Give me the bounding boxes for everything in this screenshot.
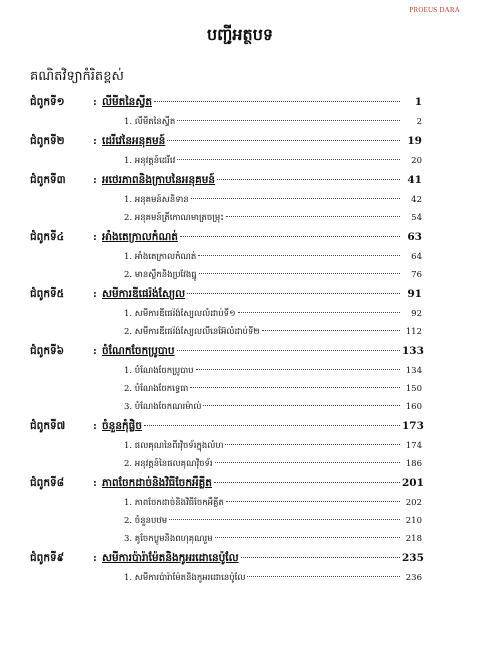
toc-chapter-row[interactable] [30, 288, 422, 309]
chapter-colon: : [93, 552, 97, 564]
page-number: 20 [411, 156, 422, 166]
chapter-title: ភាពចែកដាច់និងវិធីចែកអឺគ្លីត [102, 477, 212, 489]
dot-leader [190, 387, 400, 388]
toc-chapter-row[interactable] [30, 135, 422, 156]
chapter-title: សមីការប៉ារ៉ាម៉ែតនិងកូអរដោនេប៉ូលែ [102, 552, 239, 564]
toc-section-row[interactable] [30, 213, 422, 231]
dot-leader [199, 273, 400, 274]
dot-leader [238, 312, 400, 313]
page-number: 186 [405, 459, 422, 469]
dot-leader [169, 519, 400, 520]
section-title: 2. សមីការឌីផេរ៉ង់ស្យែលលីនេអ៊ែលំដាប់ទី២ [124, 327, 260, 337]
toc-section-row[interactable] [30, 309, 422, 327]
section-title: 2. បំណែងចែកទ្វេធា [124, 384, 189, 394]
dot-leader [154, 101, 400, 102]
toc-section-row[interactable] [30, 441, 422, 459]
section-title: 1. សមីការឌីផេរ៉ង់ស្យែលលំដាប់ទី១ [124, 309, 236, 319]
section-title: 1. ភាពចែកដាច់និងវិធីចែកអឺគ្លីត [124, 498, 224, 508]
page-number: 133 [402, 345, 424, 357]
section-title: 2. អនុវត្តន៍នៃផលគុណវ៉ិចទ័រ [124, 459, 213, 469]
watermark: PROEUS DARA [409, 6, 460, 14]
page-number: 2 [416, 117, 422, 127]
chapter-colon: : [93, 477, 97, 489]
page-number: 210 [405, 516, 422, 526]
chapter-colon: : [93, 96, 97, 108]
dot-leader [215, 462, 400, 463]
toc-chapter-row[interactable] [30, 174, 422, 195]
book-subtitle: គណិតវិទ្យាកំរិតខ្ពស់ [30, 69, 124, 84]
chapter-colon: : [93, 231, 97, 243]
chapter-colon: : [93, 135, 97, 147]
dot-leader [177, 159, 400, 160]
page-number: 202 [405, 498, 422, 508]
chapter-colon: : [93, 420, 97, 432]
dot-leader [214, 482, 400, 483]
page-number: 41 [407, 174, 422, 186]
dot-leader [217, 179, 400, 180]
page-number: 201 [402, 477, 424, 489]
chapter-label: ជំពូកទី៦ [30, 345, 65, 357]
toc-chapter-row[interactable] [30, 420, 422, 441]
page-number: 54 [411, 213, 422, 223]
section-title: 2. ចំនួនបឋម [124, 516, 168, 526]
toc-section-row[interactable] [30, 384, 422, 402]
chapter-label: ជំពូកទី៩ [30, 552, 65, 564]
dot-leader [247, 576, 400, 577]
chapter-colon: : [93, 345, 97, 357]
dot-leader [225, 444, 400, 445]
toc-section-row[interactable] [30, 498, 422, 516]
dot-leader [262, 330, 400, 331]
dot-leader [177, 350, 400, 351]
chapter-title: អាំងតេក្រាលកំណត់ [102, 231, 178, 243]
dot-leader [167, 140, 400, 141]
section-title: 1. បំណែងចែកប្រូបាប [124, 366, 194, 376]
toc-section-row[interactable] [30, 195, 422, 213]
page-number: 150 [405, 384, 422, 394]
page-number: 92 [411, 309, 422, 319]
section-title: 1. ផលគុណនៃពីរវ៉ិចទ័រក្នុងលំហ [124, 441, 224, 451]
dot-leader [226, 216, 400, 217]
page-number: 173 [402, 420, 424, 432]
toc-section-row[interactable] [30, 252, 422, 270]
toc-section-row[interactable] [30, 366, 422, 384]
toc-section-row[interactable] [30, 573, 422, 591]
chapter-label: ជំពូកទី៤ [30, 231, 65, 243]
toc-section-row[interactable] [30, 156, 422, 174]
dot-leader [203, 405, 400, 406]
toc-chapter-row[interactable] [30, 345, 422, 366]
toc-section-row[interactable] [30, 516, 422, 534]
dot-leader [180, 236, 400, 237]
section-title: 1. អាំងតេក្រាលកំណត់ [124, 252, 197, 262]
page-number: 134 [405, 366, 422, 376]
chapter-colon: : [93, 174, 97, 186]
toc-chapter-row[interactable] [30, 477, 422, 498]
dot-leader [177, 120, 400, 121]
section-title: 3. បំណែងចែកណរម៉ាល់ [124, 402, 202, 412]
dot-leader [144, 425, 400, 426]
toc-chapter-row[interactable] [30, 231, 422, 252]
section-title: 1. អនុគមន៍សនិទាន [124, 195, 189, 205]
chapter-label: ជំពូកទី៨ [30, 477, 65, 489]
section-title: 3. គូចែកប្លូមនិងពហុគុណរួម [124, 534, 213, 544]
toc-section-row[interactable] [30, 270, 422, 288]
chapter-title: អថេរភាពនិងក្រាបនៃអនុគមន៍ [102, 174, 216, 186]
dot-leader [241, 557, 400, 558]
page-number: 174 [405, 441, 422, 451]
page-title: បញ្ជីអត្ថបទ [206, 25, 273, 44]
toc-chapter-row[interactable] [30, 96, 422, 117]
page-number: 112 [405, 327, 422, 337]
page-number: 63 [407, 231, 422, 243]
section-title: 1. អនុវត្តន៍ដេរីវេ [124, 156, 176, 166]
chapter-title: ដេរីវេនៃអនុគមន៍ [102, 135, 166, 147]
page-number: 236 [405, 573, 422, 583]
chapter-title: សមីការឌីផេរ៉ង់ស្យែល [102, 288, 186, 300]
dot-leader [187, 293, 400, 294]
chapter-label: ជំពូកទី៣ [30, 174, 66, 186]
toc-section-row[interactable] [30, 534, 422, 552]
dot-leader [215, 537, 400, 538]
toc-chapter-row[interactable] [30, 552, 422, 573]
toc-section-row[interactable] [30, 459, 422, 477]
toc-section-row[interactable] [30, 117, 422, 135]
chapter-label: ជំពូកទី១ [30, 96, 65, 108]
chapter-label: ជំពូកទី៧ [30, 420, 66, 432]
page-number: 42 [411, 195, 422, 205]
page-number: 76 [411, 270, 422, 280]
page-number: 1 [414, 96, 422, 108]
chapter-colon: : [93, 288, 97, 300]
section-title: 2. អនុគមន៍ត្រីកោណមាត្រចម្រុះ [124, 213, 224, 223]
page-number: 64 [411, 252, 422, 262]
section-title: 2. មានស្លឹកនិងប្រវែងធ្នូ [124, 270, 197, 280]
chapter-label: ជំពូកទី៥ [30, 288, 65, 300]
chapter-title: លីមីតនៃស្វីត [102, 96, 152, 108]
page-number: 91 [407, 288, 422, 300]
toc-section-row[interactable] [30, 402, 422, 420]
page-number: 19 [407, 135, 422, 147]
dot-leader [198, 255, 400, 256]
chapter-title: ចំនួនកុំផ្លិច [102, 420, 142, 432]
toc-section-row[interactable] [30, 327, 422, 345]
page-number: 218 [405, 534, 422, 544]
chapter-label: ជំពូកទី២ [30, 135, 65, 147]
chapter-title: ចំណែកចែកប្រូបាប [102, 345, 175, 357]
dot-leader [196, 369, 400, 370]
table-of-contents [30, 96, 422, 591]
page-number: 235 [402, 552, 424, 564]
dot-leader [226, 501, 400, 502]
dot-leader [191, 198, 400, 199]
section-title: 1. លីមីតនៃស្វីត [124, 117, 176, 127]
section-title: 1. សមីការប៉ារ៉ាម៉ែតនិងកូអរដោនេប៉ូលែ [124, 573, 246, 583]
page-number: 160 [405, 402, 422, 412]
